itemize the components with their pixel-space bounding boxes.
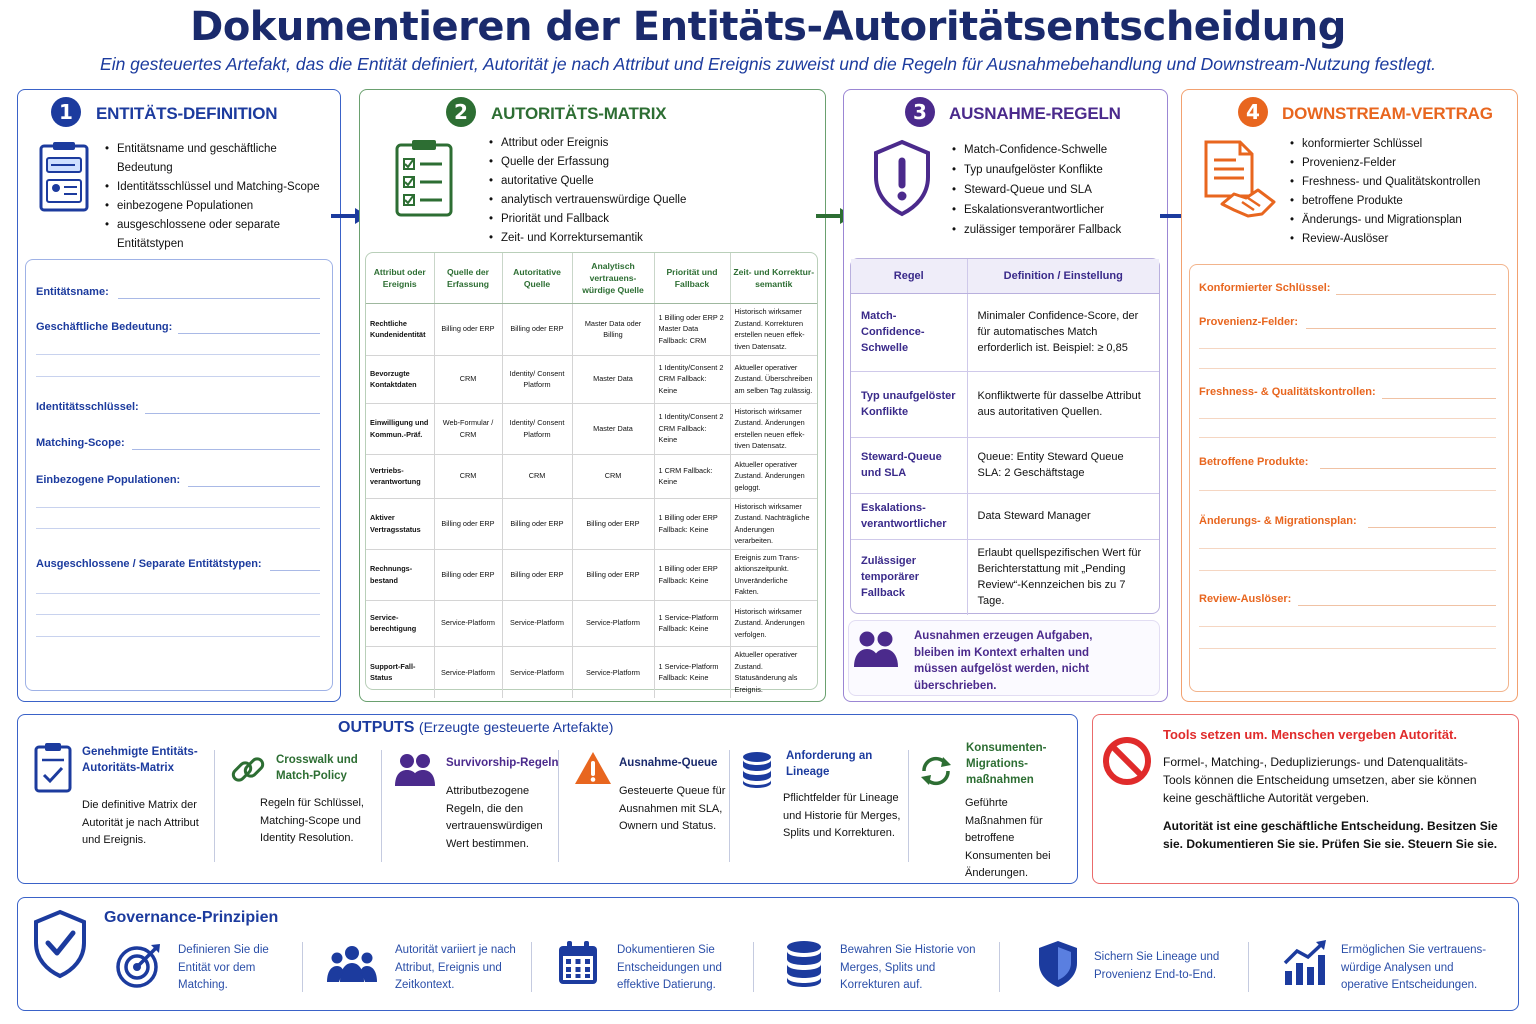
bullet-item: • betroffene Produkte xyxy=(1290,192,1510,211)
warning-triangle-icon xyxy=(574,750,612,786)
principle-text: Autorität variiert je nach Attribut, Ereignis und Zeitkontext. xyxy=(395,944,516,991)
bullet-item: • zulässiger temporärer Fallback xyxy=(952,220,1162,240)
field-label-change-migration: Änderungs- & Migrationsplan: xyxy=(1199,515,1357,527)
field-label-excluded-entity-types: Ausgeschlossene / Separate Entitätstypen: xyxy=(36,558,262,570)
field-label-entity-name: Entitätsname: xyxy=(36,286,109,298)
bullet-item: • ausgeschlossene oder separate Entitätstypen xyxy=(105,216,335,254)
table-row: Service-berechtigung Service-Platform Service-Platform Service-Platform 1 Service-Platform Fallback: Keine Historisch wirksamer Zustand. Änderungen verfolgen. xyxy=(366,600,817,646)
authority-matrix-bullets xyxy=(489,134,789,248)
people-group-icon xyxy=(326,944,378,984)
growth-chart-icon xyxy=(1282,939,1328,987)
bullet-item: • Identitätsschlüssel und Matching-Scope xyxy=(105,178,335,197)
output-description: Attributbezogene Regeln, die den vertrauenswürdigen Wert bestimmen. xyxy=(446,785,543,850)
page-subtitle: Ein gesteuertes Artefakt, das die Entität definiert, Autorität je nach Attribut und Ereignis zuweist und die Regeln für Ausnahmebehandlung und Downstream-Nutzung festlegt. xyxy=(100,54,1436,74)
column-header: Priorität und Fallback xyxy=(654,253,730,303)
clipboard-checklist-icon xyxy=(392,137,456,219)
field-change-migration[interactable] xyxy=(1368,527,1496,528)
step-badge-2: 2 xyxy=(446,97,476,127)
table-row: Aktiver Vertragsstatus Billing oder ERP Billing oder ERP Billing oder ERP 1 Billing oder ERP Fallback: Keine Historisch wirksamer Zustand. Nachträgliche Änderungen verarbeiten. xyxy=(366,498,817,549)
table-row: Rechtliche Kundenidentität Billing oder ERP Billing oder ERP Master Data oder Billing 1 Billing oder ERP 2 Master Data Fallback: CRM Historisch wirksamer Zustand. Korrekturen erstellen neuen effek-tiven Datensatz. xyxy=(366,303,817,355)
table-row: Einwilligung und Kommun.-Präf. Web-Formular / CRM Identity/ Consent Platform Master Data 1 Identity/Consent 2 CRM Fallback: Keine Historisch wirksamer Zustand. Änderungen erstellen neuen effek-tiven Datensatz. xyxy=(366,403,817,454)
field-freshness-quality[interactable] xyxy=(1382,398,1496,399)
column-header: Analytisch vertrauens-würdige Quelle xyxy=(572,253,654,303)
column-header: Regel xyxy=(851,259,967,293)
output-description: Pflichtfelder für Lineage und Historie für Merges, Splits und Korrekturen. xyxy=(783,792,901,839)
bullet-item: • analytisch vertrauenswürdige Quelle xyxy=(489,191,789,210)
database-icon xyxy=(785,940,823,988)
bullet-item: • Zeit- und Korrektursemantik xyxy=(489,229,789,248)
field-identity-key[interactable] xyxy=(145,413,320,414)
panel-title-authority-matrix: AUTORITÄTS-MATRIX xyxy=(491,104,667,123)
table-row: Bevorzugte Kontaktdaten CRM Identity/ Consent Platform Master Data 1 Identity/Consent 2 CRM Fallback: Keine Aktueller operativer Zustand. Überschreiben am selben Tag zulässig. xyxy=(366,355,817,403)
link-chain-icon xyxy=(230,752,266,788)
downstream-contract-bullets xyxy=(1290,135,1510,249)
principle-text: Definieren Sie die Entität vor dem Matching. xyxy=(178,944,269,991)
exception-rules-bullets xyxy=(952,140,1162,240)
matrix-document-icon xyxy=(33,742,73,794)
table-row: Typ unaufgelöster Konflikte Konfliktwerte für dasselbe Attribut aus autoritativen Quellen. xyxy=(851,371,1159,437)
bullet-item: • Freshness- und Qualitätskontrollen xyxy=(1290,173,1510,192)
principle-text: Ermöglichen Sie vertrauens-würdige Analysen und operative Entscheidungen. xyxy=(1341,944,1487,991)
field-label-provenance: Provenienz-Felder: xyxy=(1199,316,1299,328)
table-row: Rechnungs-bestand Billing oder ERP Billing oder ERP Billing oder ERP 1 Billing oder ERP Fallback: Keine Ereignis zum Trans-aktionszeitpunkt. Unveränderliche Fakten. xyxy=(366,549,817,600)
tools-callout-emphasis: Autorität ist eine geschäftliche Entscheidung. Besitzen Sie sie. Dokumentieren Sie sie. Prüfen Sie sie. Steuern Sie sie. xyxy=(1163,819,1498,851)
output-title: Survivorship-Regeln xyxy=(446,757,559,769)
field-included-populations[interactable] xyxy=(188,486,320,487)
output-title: Crosswalk und Match-Policy xyxy=(276,754,358,782)
bullet-item: • Eskalationsverantwortlicher xyxy=(952,200,1162,220)
output-title: Konsumenten-Migrations-maßnahmen xyxy=(966,742,1047,786)
entity-definition-bullets xyxy=(105,140,335,254)
outputs-title: OUTPUTS (Erzeugte gesteuerte Artefakte) xyxy=(338,719,614,736)
id-card-document-icon xyxy=(37,140,93,216)
exception-note-text: Ausnahmen erzeugen Aufgaben, bleiben im Kontext erhalten und müssen aufgelöst werden, nicht überschrieben. xyxy=(914,630,1093,692)
bullet-item: • Provenienz-Felder xyxy=(1290,154,1510,173)
column-header: Zeit- und Korrektur-semantik xyxy=(730,253,817,303)
bullet-item: • Typ unaufgelöster Konflikte xyxy=(952,160,1162,180)
governance-title: Governance-Prinzipien xyxy=(104,909,279,926)
field-label-matching-scope: Matching-Scope: xyxy=(36,437,125,449)
page-title: Dokumentieren der Entitäts-Autoritätsentscheidung xyxy=(190,4,1346,50)
shield-alert-icon xyxy=(872,139,932,217)
table-row: Steward-Queue und SLA Queue: Entity Steward Queue SLA: 2 Geschäftstage xyxy=(851,437,1159,493)
step-badge-4: 4 xyxy=(1238,97,1268,127)
principle-text: Dokumentieren Sie Entscheidungen und effektive Datierung. xyxy=(617,944,722,991)
bullet-item: • Review-Auslöser xyxy=(1290,230,1510,249)
database-icon xyxy=(741,751,773,789)
field-excluded-entity-types[interactable] xyxy=(270,570,320,571)
tools-callout-title: Tools setzen um. Menschen vergeben Autorität. xyxy=(1163,727,1457,742)
principle-text: Bewahren Sie Historie von Merges, Splits und Korrekturen auf. xyxy=(840,944,976,991)
field-label-conformed-key: Konformierter Schlüssel: xyxy=(1199,282,1331,294)
output-title: Ausnahme-Queue xyxy=(619,757,718,769)
table-row: Support-Fall-Status Service-Platform Service-Platform Service-Platform 1 Service-Platform Fallback: Keine Aktueller operativer Zustand. Statusänderung als Ereignis. xyxy=(366,646,817,698)
output-title: Anforderung an Lineage xyxy=(786,750,873,778)
field-label-identity-key: Identitätsschlüssel: xyxy=(36,401,139,413)
table-row: Vertriebs-verantwortung CRM CRM CRM 1 CRM Fallback: Keine Aktueller operativer Zustand. Änderungen geloggt. xyxy=(366,454,817,498)
field-business-meaning[interactable] xyxy=(178,333,320,334)
bullet-item: • Quelle der Erfassung xyxy=(489,153,789,172)
bullet-item: • Entitätsname und geschäftliche Bedeutung xyxy=(105,140,335,178)
bullet-item: • Match-Confidence-Schwelle xyxy=(952,140,1162,160)
principle-text: Sichern Sie Lineage und Provenienz End-to-End. xyxy=(1094,951,1220,981)
column-header: Autoritative Quelle xyxy=(502,253,572,303)
column-header: Definition / Einstellung xyxy=(967,259,1159,293)
field-label-business-meaning: Geschäftliche Bedeutung: xyxy=(36,321,173,333)
users-icon xyxy=(394,752,436,788)
bullet-item: • Steward-Queue und SLA xyxy=(952,180,1162,200)
bullet-item: • Attribut oder Ereignis xyxy=(489,134,789,153)
output-description: Gesteuerte Queue für Ausnahmen mit SLA, Ownern und Status. xyxy=(619,785,726,832)
shield-icon xyxy=(1037,939,1079,989)
bullet-item: • Priorität und Fallback xyxy=(489,210,789,229)
field-matching-scope[interactable] xyxy=(132,449,320,450)
field-label-freshness-quality: Freshness- & Qualitätskontrollen: xyxy=(1199,386,1376,398)
panel-title-entity-definition: ENTITÄTS-DEFINITION xyxy=(96,104,278,123)
authority-matrix-table xyxy=(366,253,817,698)
output-description: Die definitive Matrix der Autorität je nach Attribut und Ereignis. xyxy=(82,799,199,846)
field-label-included-populations: Einbezogene Populationen: xyxy=(36,474,181,486)
exception-rules-table xyxy=(851,259,1159,615)
bullet-item: • autoritative Quelle xyxy=(489,172,789,191)
tools-callout-text: Formel-, Matching-, Deduplizierungs- und Datenqualitäts-Tools können die Entscheidung umsetzen, aber sie können keine geschäftliche Autorität vergeben. xyxy=(1163,755,1477,805)
refresh-cycle-icon xyxy=(918,753,954,789)
prohibited-icon xyxy=(1101,735,1153,787)
field-label-review-trigger: Review-Auslöser: xyxy=(1199,593,1292,605)
target-icon xyxy=(115,941,163,989)
bullet-item: • Änderungs- und Migrationsplan xyxy=(1290,211,1510,230)
bullet-item: • einbezogene Populationen xyxy=(105,197,335,216)
panel-title-downstream-contract: DOWNSTREAM-VERTRAG xyxy=(1282,104,1493,123)
output-description: Geführte Maßnahmen für betroffene Konsumenten bei Änderungen. xyxy=(965,797,1051,879)
panel-title-exception-rules: AUSNAHME-REGELN xyxy=(949,104,1121,123)
field-label-affected-products: Betroffene Produkte: xyxy=(1199,456,1309,468)
table-row: Match-Confidence-Schwelle Minimaler Confidence-Score, der für automatisches Match erforderlich ist. Beispiel: ≥ 0,85 xyxy=(851,293,1159,371)
bullet-item: • konformierter Schlüssel xyxy=(1290,135,1510,154)
people-group-icon xyxy=(853,629,899,671)
field-review-trigger[interactable] xyxy=(1298,605,1496,606)
field-provenance[interactable] xyxy=(1306,328,1496,329)
shield-check-icon xyxy=(32,909,88,979)
table-row: Zulässiger temporärer Fallback Erlaubt quellspezifischen Wert für Berichterstattung mit „Pending Review“-Kennzeichen bis zu 7 Tage. xyxy=(851,539,1159,615)
document-handshake-icon xyxy=(1200,138,1280,220)
field-affected-products[interactable] xyxy=(1320,468,1496,469)
field-entity-name[interactable] xyxy=(118,298,320,299)
output-title: Genehmigte Entitäts-Autoritäts-Matrix xyxy=(82,746,198,774)
column-header: Attribut oder Ereignis xyxy=(366,253,434,303)
step-badge-3: 3 xyxy=(905,97,935,127)
step-badge-1: 1 xyxy=(51,97,81,127)
output-description: Regeln für Schlüssel, Matching-Scope und Identity Resolution. xyxy=(260,797,364,844)
column-header: Quelle der Erfassung xyxy=(434,253,502,303)
field-conformed-key[interactable] xyxy=(1336,294,1496,295)
table-row: Eskalations-verantwortlicher Data Steward Manager xyxy=(851,493,1159,539)
calendar-icon xyxy=(557,940,599,986)
